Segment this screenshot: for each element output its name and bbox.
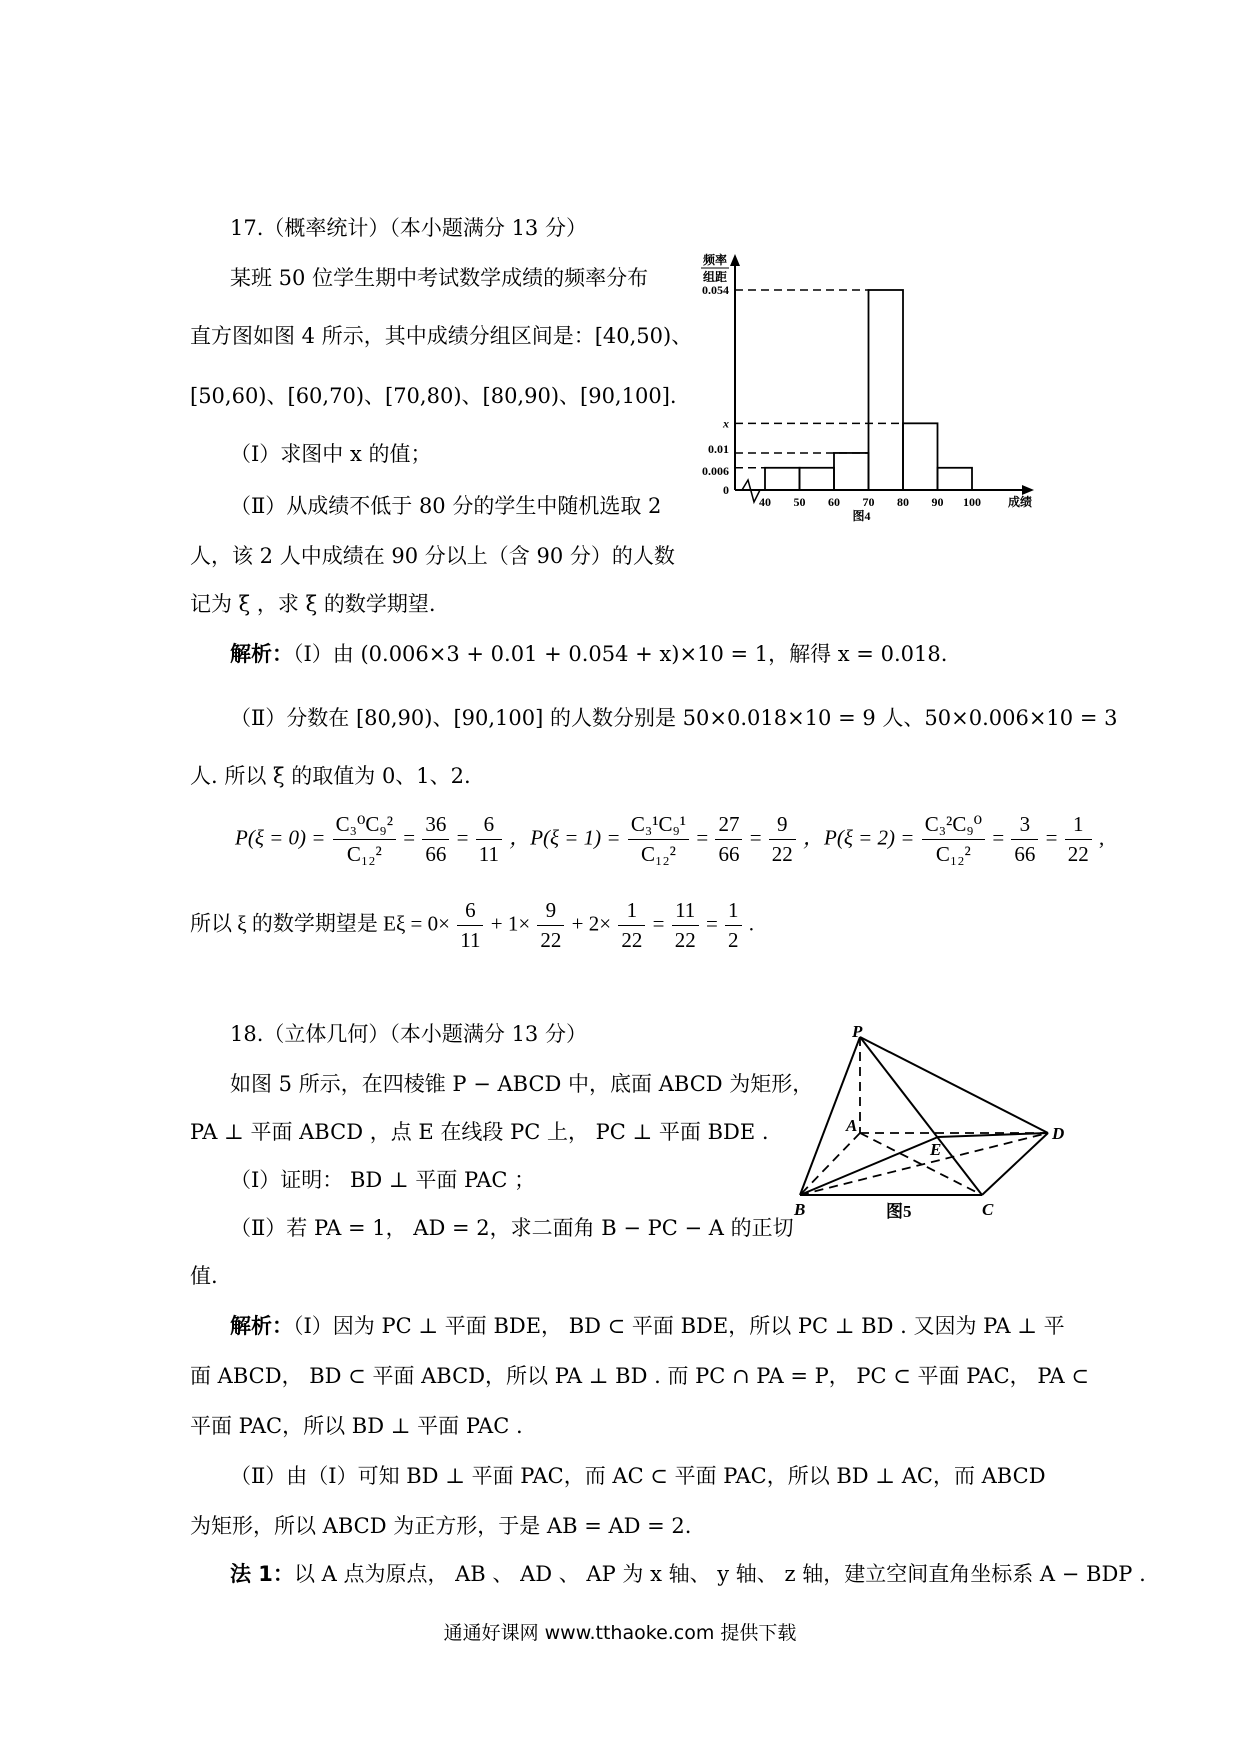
edge-PD: [860, 1037, 1048, 1133]
q18-method-1: [230, 1558, 1146, 1588]
p0-f2-num: 6: [476, 812, 502, 840]
p2-f2-num: 1: [1065, 812, 1092, 840]
q18-solution-text: （Ⅰ）因为 PC ⊥ 平面 BDE， BD ⊂ 平面 BDE，所以 PC ⊥ BD . 又因为 PA ⊥ 平: [293, 1314, 1065, 1338]
p2-den: C₁₂²: [935, 842, 971, 866]
p0-fraction-3: [476, 812, 502, 867]
p0-lhs: P(ξ = 0) =: [235, 825, 326, 850]
q17-solution-3: 人. 所以 ξ 的取值为 0、1、2.: [190, 764, 471, 788]
p2-fraction-3: [1065, 812, 1092, 867]
e-fraction-5: [725, 898, 742, 953]
x-tick-label: 100: [963, 495, 981, 509]
q17-part-2b: 人，该 2 人中成绩在 90 分以上（含 90 分）的人数: [190, 544, 675, 568]
label-B: B: [794, 1200, 806, 1219]
p1-den: C₁₂²: [641, 842, 676, 866]
e-fraction-1: [457, 898, 483, 953]
p1-f2-num: 9: [769, 812, 796, 840]
y-label-top: 频率: [703, 253, 728, 267]
q18-part-2: （Ⅱ）若 PA = 1， AD = 2，求二面角 B − PC − A 的正切: [230, 1216, 794, 1240]
method-1-text: 以 A 点为原点， AB 、 AD 、 AP 为 x 轴、 y 轴、 z 轴，建立空间直角坐标系 A − BDP .: [293, 1562, 1146, 1586]
q18-text-2: PA ⊥ 平面 ABCD ，点 E 在线段 PC 上， PC ⊥ 平面 BDE .: [190, 1120, 769, 1144]
q18-solution-3: 平面 PAC，所以 BD ⊥ 平面 PAC .: [190, 1414, 523, 1438]
x-tick-label: 50: [793, 495, 806, 509]
e-f5-num: 1: [725, 898, 742, 926]
y-tick-label: 0.006: [702, 463, 729, 478]
p1-f1-num: 27: [715, 812, 742, 840]
probability-equations: P(ξ = 0) = $\frac{\text{C₃⁰C₉²}}{\text{C₁₂²}}$ = $\frac{36}{66}$ = $\frac{6}{11}$ ，P(ξ = 1) = $\frac{\text{C₃¹C₉¹}}{\text{C₁₂²}}$ = $\frac{27}{66}$ = $\frac{9}{22}$ ，P(ξ = 2) = $\frac{\text{C₃²C₉⁰}}{\text{C₁₂²}}$ = $\frac{3}{66}$ = $\frac{1}{22}$ ,: [235, 812, 1105, 866]
e-fraction-2: [537, 898, 564, 953]
p2-num: C₃²C₉⁰: [922, 812, 985, 840]
y-axis-arrow: [730, 254, 740, 266]
edge-PC: [860, 1037, 982, 1195]
p0-f2-den: 11: [478, 842, 499, 866]
solution-label: 解析：: [230, 642, 293, 666]
p0-f1-num: 36: [422, 812, 449, 840]
e-f1-den: 11: [460, 928, 481, 952]
e-fraction-3: [618, 898, 645, 953]
solution-text: （Ⅰ）由 (0.006×3 + 0.01 + 0.054 + x)×10 = 1，解得 x = 0.018.: [293, 642, 948, 666]
method-1-label: 法 1：: [230, 1562, 294, 1586]
x-axis-label: 成绩: [1008, 495, 1033, 509]
q17-part-2a: （Ⅱ）从成绩不低于 80 分的学生中随机选取 2: [230, 494, 662, 518]
e-fraction-4: [672, 898, 699, 953]
label-P: P: [852, 1025, 863, 1041]
e-f4-num: 11: [672, 898, 699, 926]
q18-part-2b: 值.: [190, 1264, 218, 1288]
e-f2-den: 22: [540, 928, 562, 952]
page-footer: 通通好课网 www.tthaoke.com 提供下载: [443, 1622, 797, 1644]
p1-lhs: ，P(ξ = 1) =: [509, 825, 621, 850]
p1-f1-den: 66: [718, 842, 740, 866]
e-f5-den: 2: [728, 928, 739, 952]
e-eq-1: =: [652, 911, 665, 936]
histogram-bar: [938, 468, 973, 490]
p1-fraction-3: [769, 812, 796, 867]
q17-solution-2: （Ⅱ）分数在 [80,90)、[90,100] 的人数分别是 50×0.018×10 = 9 人、50×0.006×10 = 3: [230, 706, 1118, 730]
q18-solution-2: 面 ABCD， BD ⊂ 平面 ABCD，所以 PA ⊥ BD . 而 PC ∩ PA = P， PC ⊂ 平面 PAC， PA ⊂: [190, 1364, 1089, 1388]
edge-CD: [982, 1133, 1048, 1195]
x-tick-label: 90: [931, 495, 944, 509]
histogram-bar: [800, 468, 835, 490]
e-plus-1: + 1×: [490, 911, 531, 936]
x-tick-label: 40: [759, 495, 771, 509]
edge-AB-hidden: [800, 1133, 860, 1195]
q17-part-2c: 记为 ξ ，求 ξ 的数学期望.: [190, 592, 436, 616]
y-tick-label: x: [723, 416, 729, 431]
e-f3-den: 22: [621, 928, 643, 952]
p2-lhs: ，P(ξ = 2) =: [803, 825, 915, 850]
label-A: A: [846, 1116, 858, 1135]
exp-prefix: 所以 ξ 的数学期望是 Eξ = 0×: [190, 911, 450, 936]
p0-den: C₁₂²: [346, 842, 382, 866]
q17-text-2: 直方图如图 4 所示，其中成绩分组区间是：[40,50)、: [190, 324, 693, 348]
q17-solution-1: [230, 638, 947, 668]
q18-solution-4: （Ⅱ）由（Ⅰ）可知 BD ⊥ 平面 PAC，而 AC ⊂ 平面 PAC，所以 BD ⊥ AC，而 ABCD: [230, 1464, 1046, 1488]
q18-solution-5: 为矩形，所以 ABCD 为正方形，于是 AB = AD = 2.: [190, 1514, 692, 1538]
pyramid-figure-5: [790, 1025, 1080, 1230]
e-eq-2: =: [705, 911, 718, 936]
p0-fraction-2: [422, 812, 449, 867]
p1-fraction: [628, 812, 689, 867]
p2-fraction: [922, 812, 985, 867]
q18-solution-1: [230, 1310, 1065, 1340]
p1-f2-den: 22: [771, 842, 793, 866]
q18-solution-label: 解析：: [230, 1314, 293, 1338]
q17-part-1: （Ⅰ）求图中 x 的值；: [230, 442, 432, 466]
x-tick-label: 80: [897, 495, 909, 509]
y-tick-label: 0.01: [708, 441, 729, 456]
e-f2-num: 9: [537, 898, 564, 926]
q17-text-1: 某班 50 位学生期中考试数学成绩的频率分布: [230, 266, 649, 290]
y-tick-label: 0: [723, 483, 729, 497]
q17-header: 17.（概率统计）（本小题满分 13 分）: [230, 216, 587, 240]
p2-f1-num: 3: [1011, 812, 1038, 840]
x-tick-label: 70: [862, 495, 875, 509]
figure5-caption: 图5: [886, 1202, 912, 1221]
e-f1-num: 6: [457, 898, 483, 926]
p2-fraction-2: [1011, 812, 1038, 867]
histogram-bar: [765, 468, 800, 490]
p2-f2-den: 22: [1067, 842, 1089, 866]
y-tick-label: 0.054: [702, 283, 729, 297]
label-E: E: [930, 1140, 942, 1159]
expectation-line: 所以 ξ 的数学期望是 Eξ = 0× $\frac{6}{11}$ + 1× $\frac{9}{22}$ + 2× $\frac{1}{22}$ = $\frac{11}{22}$ = $\frac{1}{2}$ .: [190, 898, 755, 952]
histogram-bar: [834, 453, 869, 490]
q18-part-1: （Ⅰ）证明： BD ⊥ 平面 PAC ；: [230, 1168, 536, 1192]
q17-text-3: [50,60)、[60,70)、[70,80)、[80,90)、[90,100].: [190, 384, 677, 408]
p0-num: C₃⁰C₉²: [333, 812, 396, 840]
y-label-bottom: 组距: [703, 270, 728, 284]
histogram-figure-4: [690, 250, 1070, 525]
x-axis-arrow: [1022, 485, 1034, 495]
q18-header: 18.（立体几何）（本小题满分 13 分）: [230, 1022, 587, 1046]
p1-num: C₃¹C₉¹: [628, 812, 689, 840]
x-tick-label: 60: [828, 495, 840, 509]
p2-f1-den: 66: [1014, 842, 1036, 866]
p1-fraction-2: [715, 812, 742, 867]
histogram-bar: [869, 290, 904, 490]
p0-f1-den: 66: [425, 842, 447, 866]
e-plus-2: + 2×: [571, 911, 612, 936]
label-D: D: [1052, 1124, 1065, 1143]
label-C: C: [982, 1200, 994, 1219]
p0-fraction: [333, 812, 396, 867]
e-f3-num: 1: [618, 898, 645, 926]
figure4-caption: 图4: [852, 509, 871, 523]
q18-text-1: 如图 5 所示，在四棱锥 P − ABCD 中，底面 ABCD 为矩形，: [230, 1072, 814, 1096]
histogram-bar: [903, 423, 938, 490]
e-f4-den: 22: [674, 928, 696, 952]
